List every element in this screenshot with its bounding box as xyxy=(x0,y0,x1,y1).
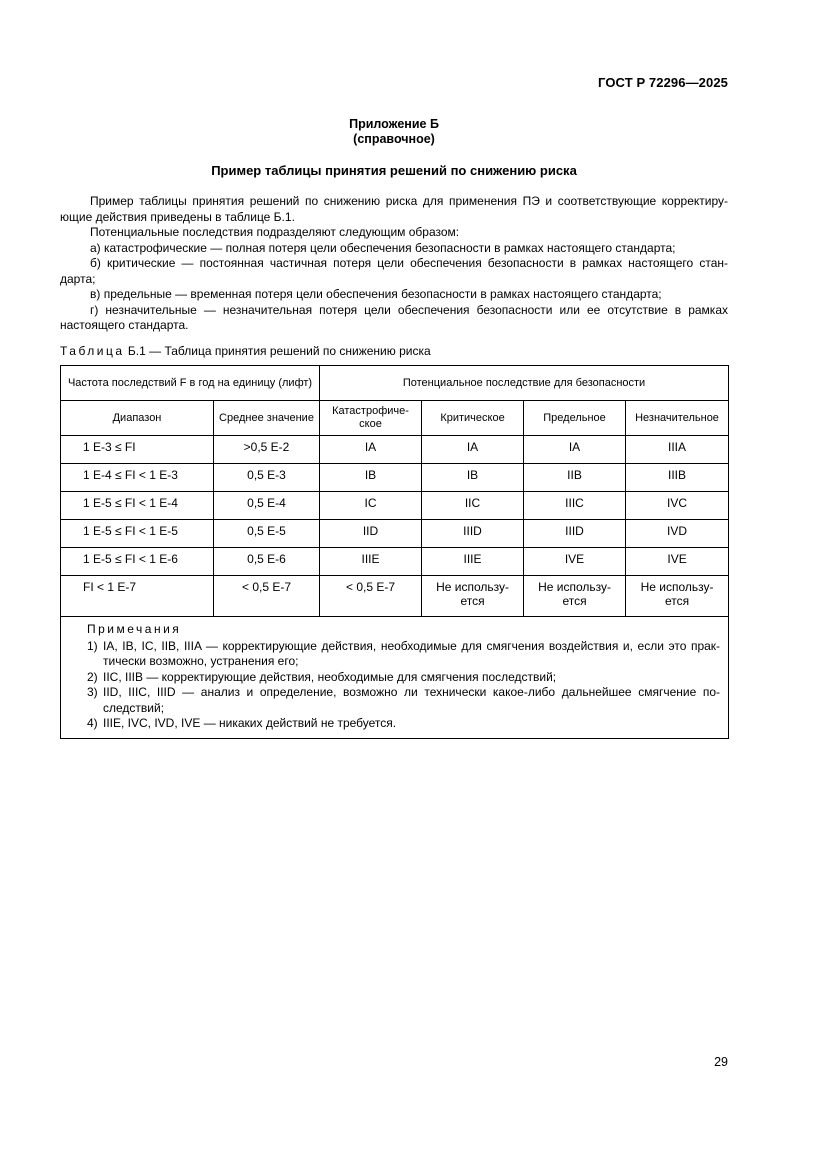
cell-critical: IB xyxy=(422,464,524,492)
paragraph: б) критические — постоянная частичная потеря цели обеспечения безопасности в рамках настоящего стан-дарта; xyxy=(60,256,728,286)
cell-range: 1 E-3 ≤ FI xyxy=(61,436,214,464)
cell-range: 1 E-5 ≤ FI < 1 E-5 xyxy=(61,520,214,548)
risk-decision-table xyxy=(60,365,729,739)
note-number: 1) xyxy=(87,638,98,653)
paragraph: а) катастрофические — полная потеря цели обеспечения безопасности в рамках настоящего стандарта; xyxy=(90,240,676,255)
page-number: 29 xyxy=(714,1055,728,1069)
note-item xyxy=(87,670,720,686)
paragraph: Потенциальные последствия подразделяют следующим образом: xyxy=(90,225,460,239)
header-critical: Критическое xyxy=(422,401,524,436)
cell-critical: IIC xyxy=(422,492,524,520)
note-item xyxy=(87,716,720,732)
note-text: IIC, IIIB — корректирующие действия, необходимые для смягчения последствий; xyxy=(103,669,557,684)
note-text: IIIE, IVC, IVD, IVE — никаких действий не требуется. xyxy=(103,716,397,730)
cell-minor: Не использу-ется xyxy=(626,576,729,617)
cell-mean: 0,5 E-3 xyxy=(214,464,320,492)
cell-mean: >0,5 E-2 xyxy=(214,436,320,464)
cell-catastrophic: IIIE xyxy=(320,548,422,576)
note-item xyxy=(87,685,720,716)
appendix-heading xyxy=(60,117,728,147)
cell-mean: 0,5 E-5 xyxy=(214,520,320,548)
table-row xyxy=(61,492,729,520)
section-title: Пример таблицы принятия решений по снижению риска xyxy=(211,163,577,178)
document-code: ГОСТ Р 72296—2025 xyxy=(598,75,728,90)
note-item xyxy=(87,639,720,670)
paragraph: в) предельные — временная потеря цели обеспечения безопасности в рамках настоящего стандарта; xyxy=(90,287,662,301)
cell-marginal: IIB xyxy=(524,464,626,492)
paragraph: г) незначительные — незначительная потеря цели обеспечения безопасности или ее отсутствие в рамках настоящего стандарта. xyxy=(60,302,728,332)
cell-marginal: Не использу-ется xyxy=(524,576,626,617)
cell-marginal: IVE xyxy=(524,548,626,576)
table-row xyxy=(61,576,729,617)
header-consequence-group: Потенциальное последствие для безопасности xyxy=(320,366,729,401)
table-row xyxy=(61,464,729,492)
cell-catastrophic: < 0,5 E-7 xyxy=(320,576,422,617)
header-marginal: Предельное xyxy=(524,401,626,436)
cell-minor: IIIA xyxy=(626,436,729,464)
appendix-type: (справочное) xyxy=(353,132,435,146)
note-number: 4) xyxy=(87,716,98,730)
cell-mean: < 0,5 E-7 xyxy=(214,576,320,617)
cell-marginal: IIID xyxy=(524,520,626,548)
table-row xyxy=(61,520,729,548)
header-mean-value: Среднее значение xyxy=(214,401,320,436)
cell-range: FI < 1 E-7 xyxy=(61,576,214,617)
cell-range: 1 E-5 ≤ FI < 1 E-4 xyxy=(61,492,214,520)
table-caption-prefix: Таблица xyxy=(60,344,125,358)
note-number: 2) xyxy=(87,669,98,684)
header-minor: Незначительное xyxy=(626,401,729,436)
cell-range: 1 E-5 ≤ FI < 1 E-6 xyxy=(61,548,214,576)
body-text xyxy=(60,194,728,334)
cell-minor: IVE xyxy=(626,548,729,576)
cell-catastrophic: IA xyxy=(320,436,422,464)
cell-critical: IIIE xyxy=(422,548,524,576)
cell-critical: Не использу-ется xyxy=(422,576,524,617)
note-text: IID, IIIC, IIID — анализ и определение, возможно ли технически какое-либо дальнейшее смягчение по-следствий; xyxy=(103,685,721,715)
cell-marginal: IIIC xyxy=(524,492,626,520)
cell-catastrophic: IC xyxy=(320,492,422,520)
table-caption xyxy=(60,344,431,358)
cell-catastrophic: IB xyxy=(320,464,422,492)
appendix-label: Приложение Б xyxy=(349,117,439,131)
table-row xyxy=(61,548,729,576)
table-row xyxy=(61,436,729,464)
cell-mean: 0,5 E-4 xyxy=(214,492,320,520)
cell-range: 1 E-4 ≤ FI < 1 E-3 xyxy=(61,464,214,492)
table-caption-text: Б.1 — Таблица принятия решений по снижению риска xyxy=(127,344,431,358)
table-notes xyxy=(61,617,729,739)
cell-marginal: IA xyxy=(524,436,626,464)
paragraph: Пример таблицы принятия решений по снижению риска для применения ПЭ и соответствующие корректиру-ющие действия приведены в таблице Б.1. xyxy=(60,194,728,224)
cell-catastrophic: IID xyxy=(320,520,422,548)
cell-minor: IIIB xyxy=(626,464,729,492)
header-range: Диапазон xyxy=(61,401,214,436)
header-catastrophic: Катастрофиче-ское xyxy=(320,401,422,436)
cell-critical: IA xyxy=(422,436,524,464)
notes-title: Примечания xyxy=(87,622,182,636)
cell-mean: 0,5 E-6 xyxy=(214,548,320,576)
cell-minor: IVD xyxy=(626,520,729,548)
note-text: IA, IB, IC, IIB, IIIA — корректирующие действия, необходимые для смягчения воздействия и, если это прак-тически возможно, устранения его; xyxy=(103,638,721,668)
cell-critical: IIID xyxy=(422,520,524,548)
header-frequency-group: Частота последствий F в год на единицу (лифт) xyxy=(61,366,320,401)
note-number: 3) xyxy=(87,685,98,699)
cell-minor: IVC xyxy=(626,492,729,520)
